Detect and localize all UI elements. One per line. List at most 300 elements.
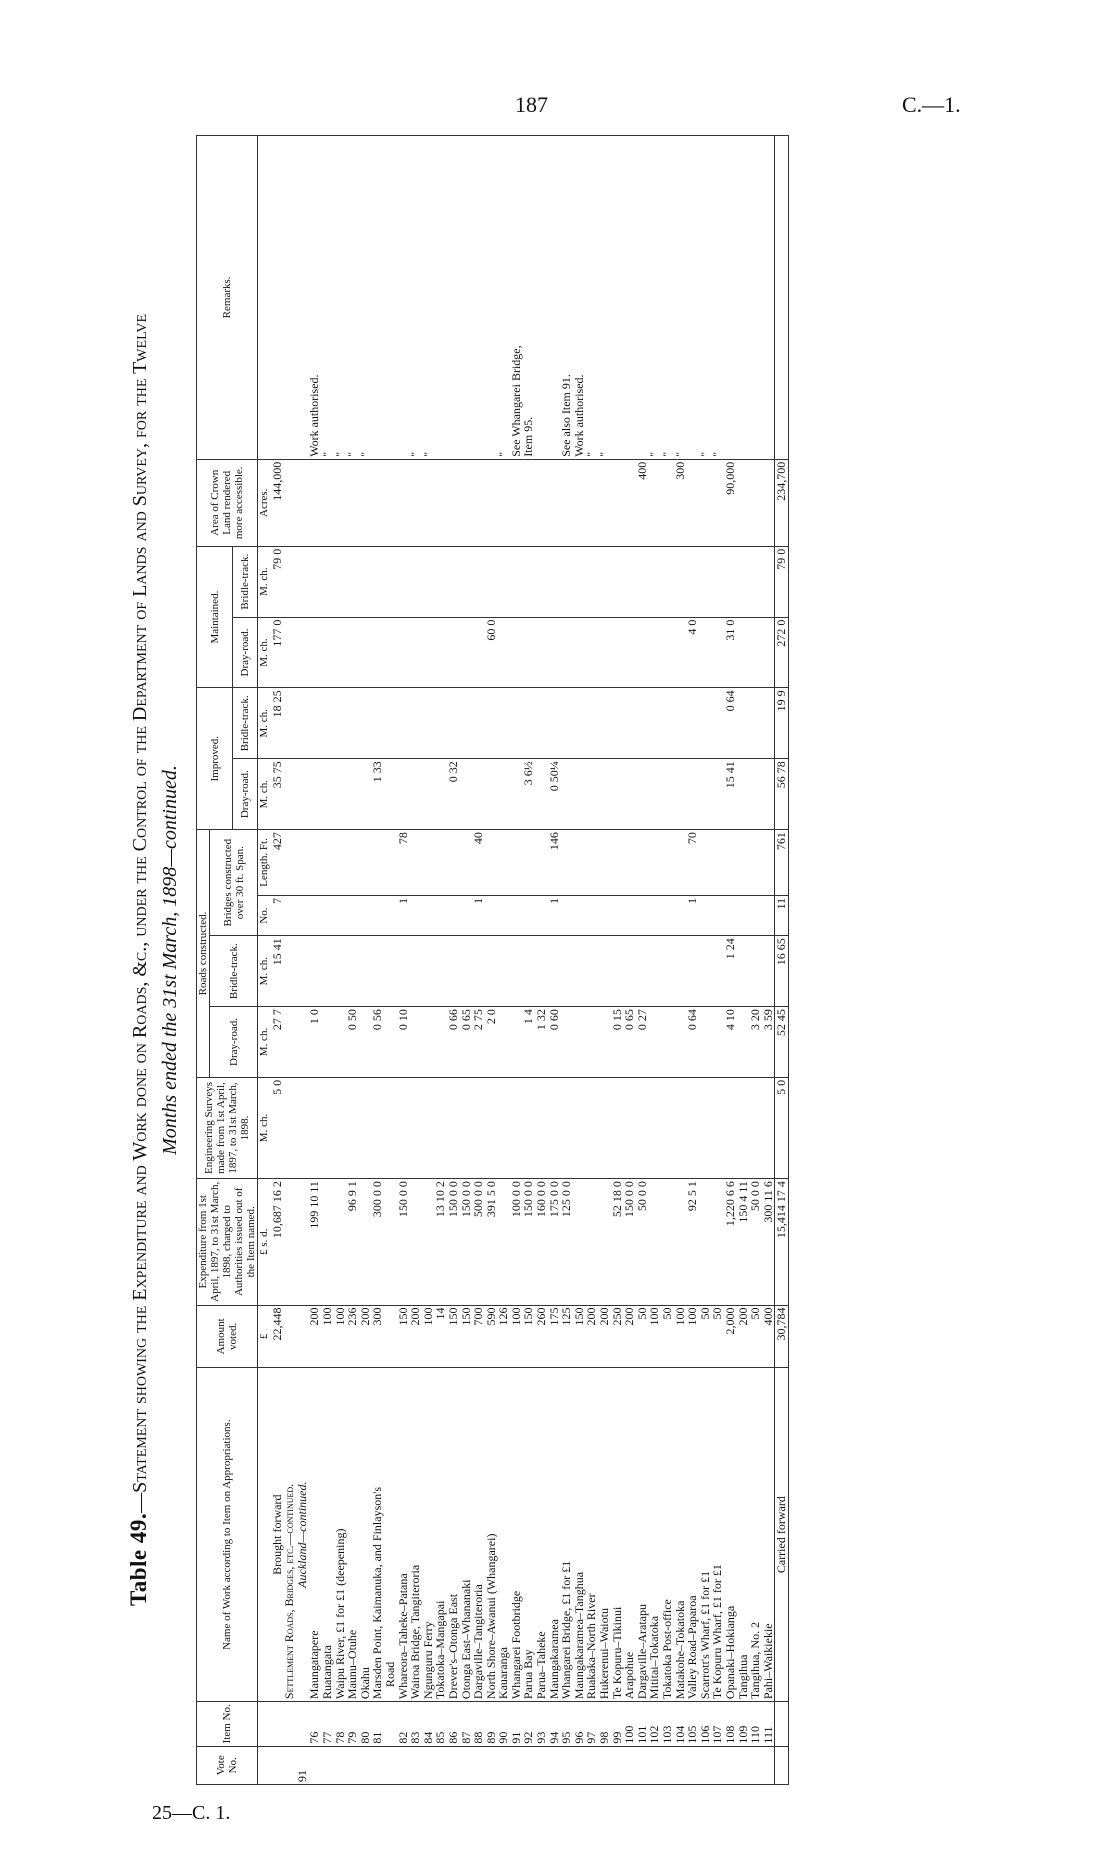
unit-im-dray: M. ch. [258,759,271,830]
mt-bridle [762,546,775,617]
rc-dray: 4 10 [724,1007,737,1078]
expenditure: 391 5 0 [485,1179,498,1305]
mt-bridle [648,546,661,617]
item-name: Ngunguru Ferry [422,1368,435,1702]
mt-dray [434,617,447,688]
surveys [334,1077,347,1178]
im-bridle [485,688,498,759]
table-row [460,136,473,1785]
bridges-length: 70 [686,830,699,896]
table-row [661,136,674,1785]
mt-dray [699,617,712,688]
expenditure: 160 0 0 [535,1179,548,1305]
amount-voted: 50 [711,1305,724,1368]
mt-dray [737,617,750,688]
table-row [560,136,573,1785]
bf-br-no: 7 [271,895,284,935]
area [560,459,573,546]
bridges-length: 146 [548,830,561,896]
table-title-line2: Months ended the 31st March, 1898—continued. [159,765,181,1155]
mt-bridle [497,546,510,617]
item-number: 88 [472,1702,485,1747]
surveys [686,1077,699,1178]
item-name: Ruatangata [321,1368,334,1702]
item-name: Scarrott's Wharf, £1 for £1 [699,1368,712,1702]
bridges-length [510,830,523,896]
table-row [384,136,397,1785]
footer-signature: 25—C. 1. [152,1802,231,1824]
item-name: Okahu [359,1368,372,1702]
amount-voted: 125 [560,1305,573,1368]
remarks [434,136,447,460]
surveys [636,1077,649,1178]
amount-voted: 150 [522,1305,535,1368]
item-name: Whangarei Bridge, £1 for £1 [560,1368,573,1702]
bridges-no [598,895,611,935]
bf-exp: 10,687 16 2 [271,1179,284,1305]
amount-voted: 100 [648,1305,661,1368]
im-bridle [623,688,636,759]
expenditure: 199 10 11 [308,1179,321,1305]
item-name: Parua–Taheke [535,1368,548,1702]
remarks: " [661,136,674,460]
bridges-length [560,830,573,896]
surveys [522,1077,535,1178]
brought-forward-label: Brought forward [271,1368,284,1702]
item-number: 105 [686,1702,699,1747]
im-bridle [497,688,510,759]
surveys [422,1077,435,1178]
amount-voted: 100 [674,1305,687,1368]
im-bridle [359,688,372,759]
bridges-no [359,895,372,935]
table-row [585,136,598,1785]
remarks: " [497,136,510,460]
cf-amount: 30,784 [775,1305,789,1368]
item-number: 89 [485,1702,498,1747]
area [397,459,410,546]
im-dray: 3 6½ [522,759,535,830]
mt-dray [460,617,473,688]
bridges-length [447,830,460,896]
item-number: 104 [674,1702,687,1747]
item-name: Whareora–Taheke–Patana [397,1368,410,1702]
surveys [460,1077,473,1178]
im-bridle [371,688,384,759]
mt-dray [648,617,661,688]
table-row [485,136,498,1785]
bridges-no [409,895,422,935]
expenditure: 52 18 0 [611,1179,624,1305]
rc-dray: 3 20 [749,1007,762,1078]
rc-bridle [674,936,687,1007]
expenditure [699,1179,712,1305]
remarks: " [598,136,611,460]
amount-voted: 200 [359,1305,372,1368]
header-bridges: Bridges constructed over 30 ft. Span. [210,830,258,936]
item-name: Mititai–Tokatoka [648,1368,661,1702]
area [585,459,598,546]
rc-bridle [334,936,347,1007]
bridges-no: 1 [686,895,699,935]
bridges-length [535,830,548,896]
im-dray [308,759,321,830]
unit-area: Acres. [258,459,271,546]
table-title-line1: —Statement showing the Expenditure and Work done on Roads, &c., under the Control of the Department of Lands and Survey, for the Twelve [129,313,151,1513]
expenditure: 175 0 0 [548,1179,561,1305]
bridges-no [749,895,762,935]
rc-bridle [548,936,561,1007]
remarks [384,136,397,460]
mt-bridle [737,546,750,617]
item-name: Maunu–Otuhe [346,1368,359,1702]
header-rc-bridle: Bridle-track. [210,936,258,1007]
item-number: 102 [648,1702,661,1747]
item-number: 92 [522,1702,535,1747]
mt-bridle [686,546,699,617]
area [522,459,535,546]
mt-dray [661,617,674,688]
im-bridle [699,688,712,759]
header-expenditure: Expenditure from 1st April, 1897, to 31st March, 1898, charged to Authorities issued out of the Item named. [197,1179,258,1305]
bridges-no [308,895,321,935]
mt-bridle [321,546,334,617]
bridges-no [737,895,750,935]
item-number: 90 [497,1702,510,1747]
item-number: 85 [434,1702,447,1747]
rc-dray: 3 59 [762,1007,775,1078]
im-bridle [472,688,485,759]
remarks: " [711,136,724,460]
mt-dray [749,617,762,688]
table-row [447,136,460,1785]
page-number: 187 [515,92,548,117]
bridges-length [384,830,397,896]
mt-dray [522,617,535,688]
expenditure: 500 0 0 [472,1179,485,1305]
surveys [585,1077,598,1178]
amount-voted: 14 [434,1305,447,1368]
rc-bridle [497,936,510,1007]
rc-bridle [648,936,661,1007]
mt-dray [359,617,372,688]
bridges-no [724,895,737,935]
header-vote: Vote No. [197,1746,258,1784]
mt-bridle [384,546,397,617]
mt-dray [585,617,598,688]
surveys [472,1077,485,1178]
rc-bridle [346,936,359,1007]
item-number: 86 [447,1702,460,1747]
remarks: Work authorised. [308,136,321,460]
area [321,459,334,546]
item-number: 98 [598,1702,611,1747]
rc-bridle [611,936,624,1007]
table-row [522,136,535,1785]
amount-voted: 100 [422,1305,435,1368]
unit-im-bridle: M. ch. [258,688,271,759]
rc-bridle [535,936,548,1007]
header-im-bridle: Bridle-track. [233,688,258,759]
mt-dray [497,617,510,688]
area [510,459,523,546]
bridges-length [623,830,636,896]
im-bridle [573,688,586,759]
area: 300 [674,459,687,546]
area [409,459,422,546]
expenditure: 150 0 0 [397,1179,410,1305]
expenditure: 150 0 0 [460,1179,473,1305]
area [648,459,661,546]
surveys [648,1077,661,1178]
bridges-length [308,830,321,896]
rc-dray: 0 27 [636,1007,649,1078]
area [598,459,611,546]
im-bridle [321,688,334,759]
bridges-no [623,895,636,935]
mt-bridle [346,546,359,617]
rc-bridle [447,936,460,1007]
im-dray [422,759,435,830]
header-amount: Amount voted. [197,1305,258,1368]
im-dray [762,759,775,830]
mt-bridle [699,546,712,617]
section-subheading: Auckland—continued. [296,1368,309,1702]
remarks: " [334,136,347,460]
item-number: 100 [623,1702,636,1747]
remarks [447,136,460,460]
area [434,459,447,546]
table-totals [775,136,789,1785]
item-name: Arapohue [623,1368,636,1702]
mt-dray [472,617,485,688]
rc-dray [384,1007,397,1078]
item-name: Dargaville–Tangiteroria [472,1368,485,1702]
item-number: 96 [573,1702,586,1747]
item-number: 80 [359,1702,372,1747]
remarks [485,136,498,460]
bridges-length [522,830,535,896]
amount-voted: 150 [573,1305,586,1368]
remarks: See also Item 91. [560,136,573,460]
rc-bridle [308,936,321,1007]
bridges-no [510,895,523,935]
mt-bridle [661,546,674,617]
amount-voted: 260 [535,1305,548,1368]
amount-voted: 50 [636,1305,649,1368]
im-bridle [762,688,775,759]
bridges-no [371,895,384,935]
expenditure [573,1179,586,1305]
amount-voted: 236 [346,1305,359,1368]
table-row [397,136,410,1785]
remarks [737,136,750,460]
remarks: " [674,136,687,460]
item-number: 101 [636,1702,649,1747]
table-row [434,136,447,1785]
area [573,459,586,546]
item-name: Te Kopuru–Tikinui [611,1368,624,1702]
im-bridle [308,688,321,759]
header-mt-dray: Dray-road. [233,617,258,688]
surveys [548,1077,561,1178]
table-row [749,136,762,1785]
item-number: 82 [397,1702,410,1747]
surveys [359,1077,372,1178]
item-number: 91 [510,1702,523,1747]
surveys [762,1077,775,1178]
im-dray [648,759,661,830]
area [359,459,372,546]
area [422,459,435,546]
mt-dray [334,617,347,688]
mt-bridle [308,546,321,617]
expenditure: 125 0 0 [560,1179,573,1305]
mt-dray [573,617,586,688]
mt-bridle [510,546,523,617]
bridges-length [611,830,624,896]
unit-br-no: No. [258,895,271,935]
surveys [623,1077,636,1178]
bridges-length [434,830,447,896]
amount-voted: 126 [497,1305,510,1368]
rc-bridle [397,936,410,1007]
im-dray [661,759,674,830]
rc-dray: 0 65 [460,1007,473,1078]
bridges-length [321,830,334,896]
surveys [308,1077,321,1178]
table-row [724,136,737,1785]
amount-voted: 200 [623,1305,636,1368]
amount-voted: 100 [510,1305,523,1368]
item-number: 107 [711,1702,724,1747]
area [623,459,636,546]
expenditure [384,1179,397,1305]
im-bridle [598,688,611,759]
bf-br-len: 427 [271,830,284,896]
cf-br-len: 761 [775,830,789,896]
header-name: Name of Work according to Item on Appropriations. [197,1368,258,1702]
amount-voted: 50 [661,1305,674,1368]
rc-bridle [371,936,384,1007]
bridges-length [497,830,510,896]
expenditure: 1,220 6 6 [724,1179,737,1305]
remarks: " [648,136,661,460]
rc-bridle: 1 24 [724,936,737,1007]
rc-dray [497,1007,510,1078]
rc-dray: 2 75 [472,1007,485,1078]
im-dray [346,759,359,830]
remarks [611,136,624,460]
expenditure: 50 0 0 [749,1179,762,1305]
rc-bridle [434,936,447,1007]
bf-surveys: 5 0 [271,1077,284,1178]
surveys [397,1077,410,1178]
mt-bridle [447,546,460,617]
mt-dray [397,617,410,688]
amount-voted: 200 [737,1305,750,1368]
bridges-length [737,830,750,896]
item-number: 83 [409,1702,422,1747]
rc-dray: 0 56 [371,1007,384,1078]
table-row [686,136,699,1785]
header-maintained: Maintained. [197,546,233,688]
surveys [611,1077,624,1178]
rc-bridle [409,936,422,1007]
surveys [661,1077,674,1178]
expenditure [321,1179,334,1305]
bf-rc-bridle: 15 41 [271,936,284,1007]
units-row [258,136,271,1785]
table-row [334,136,347,1785]
area [535,459,548,546]
rc-bridle [359,936,372,1007]
bridges-no [699,895,712,935]
expenditure: 50 0 0 [636,1179,649,1305]
item-number: 94 [548,1702,561,1747]
area [611,459,624,546]
table-row [321,136,334,1785]
remarks [749,136,762,460]
item-name: Maungakaramea [548,1368,561,1702]
rc-bridle [522,936,535,1007]
item-name: Tokatoka–Mangapai [434,1368,447,1702]
item-number: 95 [560,1702,573,1747]
header-improved: Improved. [197,688,233,830]
area [308,459,321,546]
table-row [611,136,624,1785]
im-dray: 1 33 [371,759,384,830]
im-bridle [661,688,674,759]
im-bridle [737,688,750,759]
mt-bridle [724,546,737,617]
remarks [623,136,636,460]
rc-bridle [636,936,649,1007]
surveys [598,1077,611,1178]
rc-bridle [699,936,712,1007]
bridges-no [321,895,334,935]
surveys [674,1077,687,1178]
item-number: 78 [334,1702,347,1747]
table-row [648,136,661,1785]
surveys [346,1077,359,1178]
item-number: 99 [611,1702,624,1747]
rc-dray: 0 65 [623,1007,636,1078]
bf-im-bridle: 18 25 [271,688,284,759]
bridges-length [636,830,649,896]
surveys [371,1077,384,1178]
rc-dray: 2 0 [485,1007,498,1078]
rc-bridle [573,936,586,1007]
expenditure [648,1179,661,1305]
im-dray [460,759,473,830]
im-dray [598,759,611,830]
im-dray [472,759,485,830]
mt-bridle [749,546,762,617]
bridges-no [585,895,598,935]
im-dray [674,759,687,830]
bridges-length [371,830,384,896]
remarks [460,136,473,460]
rc-dray [585,1007,598,1078]
amount-voted: 700 [472,1305,485,1368]
bridges-no: 1 [472,895,485,935]
mt-bridle [485,546,498,617]
mt-dray [598,617,611,688]
mt-bridle [535,546,548,617]
mt-bridle [585,546,598,617]
mt-dray: 31 0 [724,617,737,688]
